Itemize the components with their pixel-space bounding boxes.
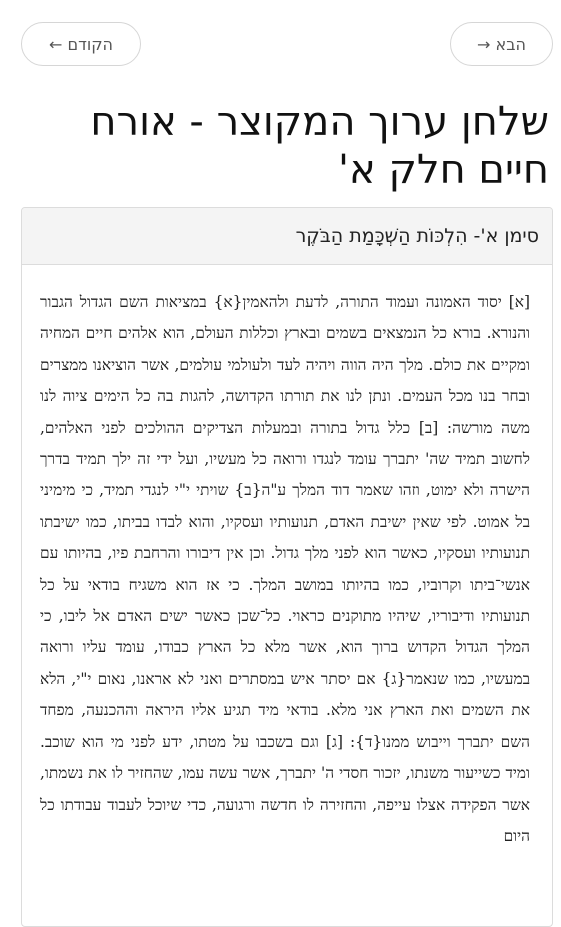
section-header: סימן א'- הִלְכּוֹת הַשְׁכָּמַת הַבֹּקֶר <box>22 208 552 265</box>
next-label: הבא <box>495 35 526 54</box>
previous-button[interactable] <box>21 22 141 66</box>
arrow-right-icon: → <box>477 35 491 54</box>
arrow-left-icon: ← <box>48 35 63 54</box>
section-body <box>22 265 552 852</box>
next-button[interactable] <box>450 22 553 66</box>
previous-label: הקודם <box>67 35 113 54</box>
page-title: שלחן ערוך המקוצר - אורח חיים חלק א' <box>90 99 549 193</box>
section-card <box>21 207 553 927</box>
section-text: [א] יסוד האמונה ועמוד התורה, לדעת ולהאמין{א} במציאות השם הגדול הגבור והנורא. בורא כל הנמצאים בשמים ובארץ וכללות העולם, הוא אלהים חיים המחיה ומקיים את כולם. מלך היה הווה ויהיה לעד ולעולמי עולמים, אשר הוציאנו ממצרים ובחר בנו מכל העמים. ונתן לנו את תורתו הקדושה, להגות בה כל הימים ציוה לנו משה מורשה: [ב] כלל גדול בתורה ובמעלות הצדיקים ההולכים לפני האלהים, לחשוב תמיד שה' יתברך עומד לנגדו ורואה כל מעשיו, ועל ידי זה ילך תמיד בדרך הישרה ולא ימוט, וזהו שאמר דוד המלך ע"ה{ב} שויתי י"י לנגדי תמיד, כי מימיני בל אמוט. לפי שאין ישיבת האדם, תנועותיו ועסקיו, והוא לבדו בביתו, כמו ישיבתו תנועותיו ועסקיו, כאשר הוא לפני מלך גדול. וכן אין דיבורו והרחבת פיו, בהיותו עם אנשי־ביתו וקרוביו, כמו בהיותו במושב המלך. כי אז הוא משגיח בודאי על כל תנועותיו ודיבוריו, שיהיו מתוקנים כראוי. כל־שכן כאשר ישים האדם אל ליבו, כי המלך הגדול הקדוש ברוך הוא, אשר מלא כל הארץ כבודו, עומד עליו ורואה במעשיו, כמו שנאמר{ג} אם יסתר איש במסתרים ואני לא אראנו, נאום י"י, הלא את השמים ואת הארץ אני מלא. בודאי מיד תגיע אליו היראה וההכנעה, מפחד השם יתברך וייבוש ממנו{ד}: [ג] וגם בשכבו על מטתו, ידע לפני מי הוא שוכב. ומיד כשייעור משנתו, יזכור חסדי ה' יתברך, אשר עשה עמו, שהחזיר לו את נשמתו, אשר הפקידה אצלו עייפה, והחזירה לו חדשה ורגועה, כדי שיוכל לעבוד עבודתו כל היום <box>40 293 530 845</box>
